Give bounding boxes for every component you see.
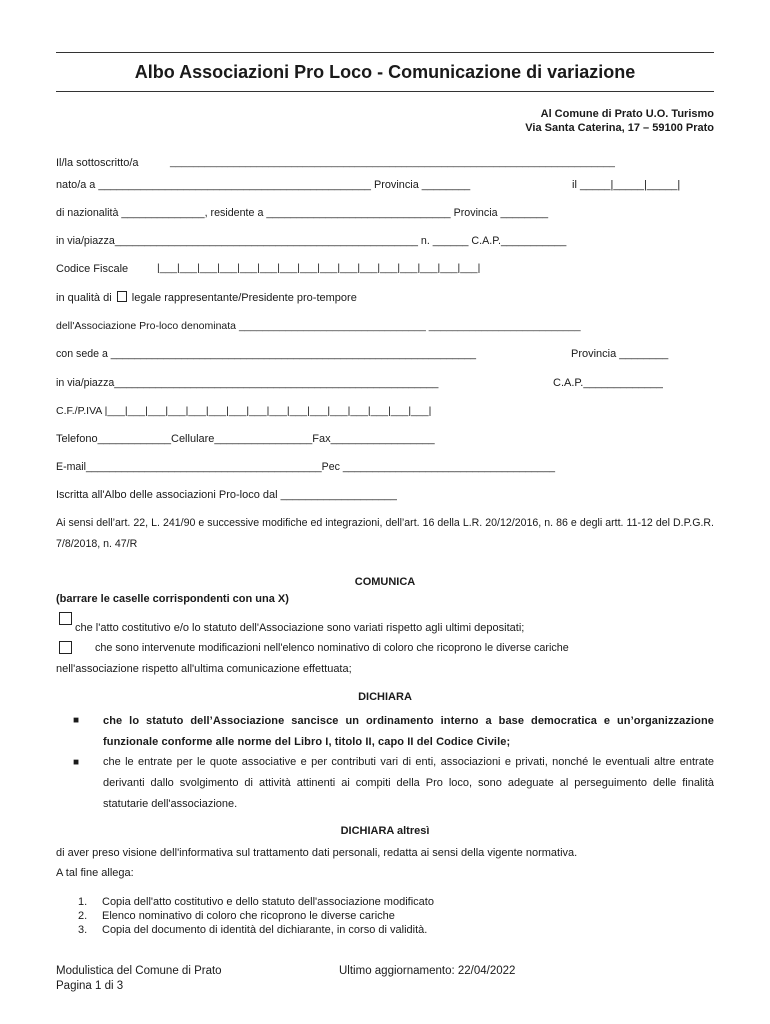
dichiara-bullet-2: che le entrate per le quote associative e per contributi vari di enti, associazioni e privati, nonché le eventuali altre entrate derivanti dallo svolgimento di attività attinenti ai compiti della Pro loco, sono adeguate al perseguimento delle finalità statutarie dell'associazione. (103, 756, 714, 810)
dichiara-heading: DICHIARA (358, 691, 412, 703)
comunica-note: (barrare le caselle corrispondenti con una X) (56, 593, 289, 605)
nazionalita-field[interactable]: di nazionalità ______________, residente a _______________________________ Provincia ________ (56, 207, 549, 219)
qualita-row (56, 291, 357, 304)
attachment-item: Copia dell'atto costitutivo e dello statuto dell'associazione modificato (102, 896, 434, 908)
sede-provincia-field[interactable]: Provincia ________ (571, 348, 669, 360)
via-field-2[interactable]: in via/piazza_______________________________________________________ (56, 377, 439, 389)
codice-fiscale-boxes[interactable]: |___|___|___|___|___|___|___|___|___|___|___|___|___|___|___|___| (157, 263, 481, 274)
bullet-icon: ■ (73, 757, 80, 768)
dichiara-bullet-1: che lo statuto dell’Associazione sancisce un ordinamento interno a base democratica e un’organizzazione funzionale conforme alle norme del Libro I, titolo II, capo II del Codice Civile; (103, 715, 714, 748)
dichiara-altresi-heading: DICHIARA altresì (340, 825, 430, 837)
comunica-heading: COMUNICA (354, 576, 416, 588)
sede-field[interactable]: con sede a ______________________________________________________________ (56, 348, 477, 360)
title-rule (56, 91, 714, 92)
bullet-icon: ■ (73, 715, 80, 726)
attachment-item: Copia del documento di identità del dichiarante, in corso di validità. (102, 924, 428, 936)
footer-aggiornamento: Ultimo aggiornamento: 22/04/2022 (339, 965, 516, 977)
page-title: Albo Associazioni Pro Loco - Comunicazione di variazione (134, 62, 636, 82)
sottoscritto-label: Il/la sottoscritto/a (56, 157, 139, 169)
top-rule (56, 52, 714, 53)
ai-sensi-paragraph: Ai sensi dell’art. 22, L. 241/90 e successive modifiche ed integrazioni, dell’art. 16 della L.R. 20/12/2016, n. 86 e degli artt. 11-12 del D.P.G.R. 7/8/2018, n. 47/R (56, 517, 714, 550)
option2-checkbox[interactable] (59, 641, 72, 654)
via-field-1[interactable]: in via/piazza___________________________________________________ n. ______ C.A.P.___________ (56, 235, 567, 247)
footer-modulistica: Modulistica del Comune di Prato (56, 965, 222, 977)
qualita-text: legale rappresentante/Presidente pro-tempore (131, 292, 357, 304)
qualita-checkbox[interactable] (117, 291, 127, 302)
attachment-number: 2. (78, 910, 88, 922)
cf-piva-field[interactable]: C.F./P.IVA |___|___|___|___|___|___|___|___|___|___|___|___|___|___|___|___| (56, 405, 432, 417)
allega-label: A tal fine allega: (56, 867, 134, 879)
sottoscritto-field[interactable]: _____________________________________________________________________________ (170, 157, 615, 168)
option2-text: che sono intervenute modificazioni nell'elenco nominativo di coloro che ricoprono le diverse cariche (95, 642, 569, 654)
option1-checkbox[interactable] (59, 612, 72, 625)
associazione-field[interactable]: dell'Associazione Pro-loco denominata ________________________________ __________________________ (56, 320, 581, 332)
addressee-line-2: Via Santa Caterina, 17 – 59100 Prato (525, 122, 714, 134)
qualita-label: in qualità di (56, 292, 112, 304)
attachment-number: 1. (78, 896, 88, 908)
option1-text: che l'atto costitutivo e/o lo statuto dell'Associazione sono variati rispetto agli ultimi depositati; (75, 622, 525, 634)
dichiara-altresi-text: di aver preso visione dell'informativa sul trattamento dati personali, redatta ai sensi della vigente normativa. (56, 847, 578, 859)
addressee-line-1: Al Comune di Prato U.O. Turismo (540, 108, 714, 120)
email-field[interactable]: E-mail________________________________________Pec ____________________________________ (56, 461, 555, 473)
codice-fiscale-label: Codice Fiscale (56, 263, 129, 275)
telefono-field[interactable]: Telefono____________Cellulare________________Fax_________________ (56, 433, 435, 445)
nato-field[interactable]: nato/a a _____________________________________________ Provincia ________ (56, 179, 471, 191)
iscritta-field[interactable]: Iscritta all'Albo delle associazioni Pro-loco dal ___________________ (56, 489, 397, 501)
attachment-item: Elenco nominativo di coloro che ricoprono le diverse cariche (102, 910, 395, 922)
attachment-number: 3. (78, 924, 88, 936)
via-cap-field-2[interactable]: C.A.P._____________ (553, 377, 663, 389)
footer-pagina: Pagina 1 di 3 (56, 980, 124, 992)
option2-text-cont: nell'associazione rispetto all'ultima comunicazione effettuata; (56, 663, 352, 675)
nato-il-field[interactable]: il _____|_____|_____| (572, 179, 681, 191)
